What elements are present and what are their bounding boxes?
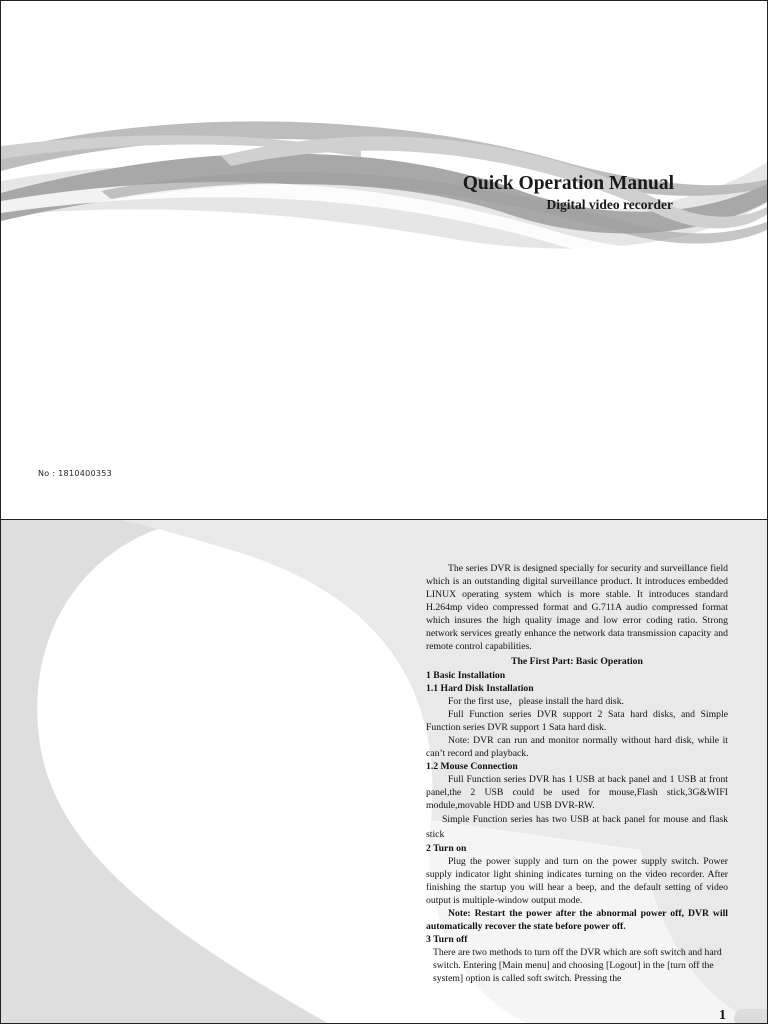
section-1-heading: 1 Basic Installation [426,670,506,681]
section-3-heading: 3 Turn off [426,934,468,945]
section-1-2-heading: 1.2 Mouse Connection [426,761,518,772]
part-heading: The First Part: Basic Operation [511,656,643,667]
section-1-1-paragraph: Full Function series DVR support 2 Sata hard disks, and Simple Function series DVR support 1 Sata hard disk. [426,709,728,733]
section-1-1-note: Note: DVR can run and monitor normally without hard disk, while it can’t record and playback. [426,735,728,759]
section-1-1-paragraph: For the first use，please install the hard disk. [448,696,624,707]
intro-paragraph: The series DVR is designed specially for security and surveillance field which is an outstanding digital surveillance product. It introduces embedded LINUX operating system which is more stable. It introduces standard H.264mp video compressed format and G.711A audio compressed format which insures the high quality image and low error coding ratio. Strong network services greatly enhance the network data transmission capacity and remote control capabilities. [426,563,728,652]
section-1-1-heading: 1.1 Hard Disk Installation [426,683,534,694]
manual-title: Quick Operation Manual [462,173,674,194]
document-number: No : 1810400353 [38,469,113,478]
content-text-column [426,562,728,985]
section-2-heading: 2 Turn on [426,843,467,854]
page-number-tab [734,1009,768,1024]
section-3-paragraph: There are two methods to turn off the DVR which are soft switch and hard switch. Entering [Main menu] and choosing [Logout] in the [turn off the system] option is called soft switch. Pressing the [433,947,722,984]
section-2-paragraph: Plug the power supply and turn on the power supply switch. Power supply indicator light shining indicates turning on the video recorder. After finishing the startup you will hear a beep, and the default setting of video output is multiple-window output mode. [426,856,728,906]
section-1-2-paragraph: Simple Function series has two USB at back panel for mouse and flask stick [426,814,728,840]
section-1-2-paragraph: Full Function series DVR has 1 USB at back panel and 1 USB at front panel,the 2 USB could be used for mouse,Flash stick,3G&WIFI module,movable HDD and USB DVR-RW. [426,774,728,811]
manual-subtitle: Digital video recorder [546,197,673,212]
cover-swoosh-graphic [1,1,768,520]
content-page [0,519,768,1024]
page-number: 1 [719,1008,726,1023]
section-2-note: Note: Restart the power after the abnormal power off, DVR will automatically recover the state before power off. [426,908,728,932]
